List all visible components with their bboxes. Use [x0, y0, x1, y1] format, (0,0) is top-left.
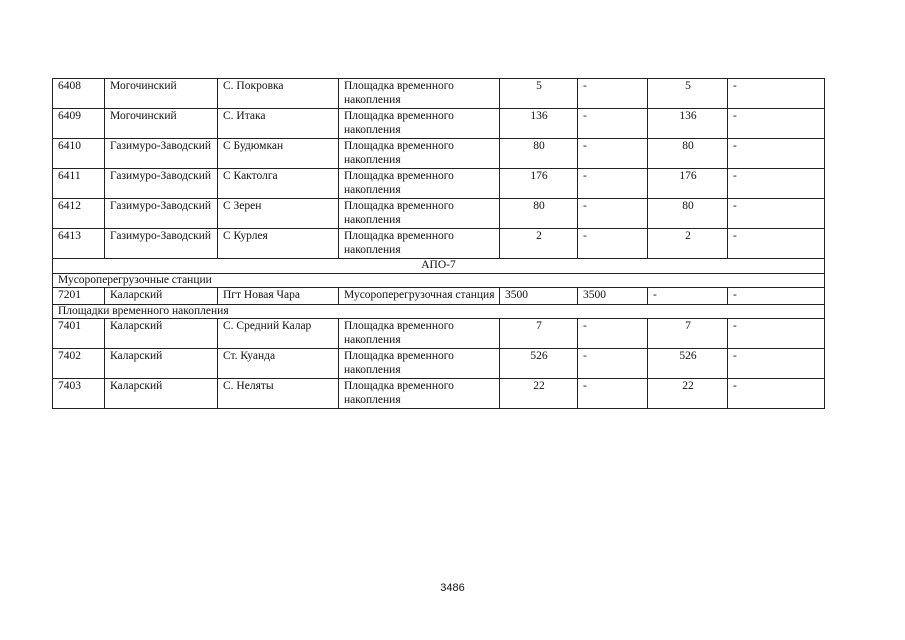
value-col6: - — [578, 109, 648, 139]
value-col8: - — [728, 199, 825, 229]
waste-facilities-table — [52, 78, 825, 409]
facility-code: 6411 — [53, 169, 105, 199]
value-col7: 176 — [648, 169, 728, 199]
settlement: Ст. Куанда — [218, 349, 339, 379]
district: Газимуро-Заводский — [105, 229, 218, 259]
value-col7: 5 — [648, 79, 728, 109]
subsection-row — [53, 273, 825, 288]
district: Газимуро-Заводский — [105, 199, 218, 229]
settlement: С Зерен — [218, 199, 339, 229]
facility-code: 6408 — [53, 79, 105, 109]
table-row — [53, 319, 825, 349]
value-col5: 80 — [500, 199, 578, 229]
subsection-title: Мусороперегрузочные станции — [53, 273, 825, 288]
value-col6: - — [578, 169, 648, 199]
value-col6: - — [578, 79, 648, 109]
district: Каларский — [105, 379, 218, 409]
value-col8: - — [728, 288, 825, 305]
facility-type: Мусороперегрузочная станция — [339, 288, 500, 305]
district: Каларский — [105, 319, 218, 349]
value-col8: - — [728, 319, 825, 349]
value-col7: 22 — [648, 379, 728, 409]
value-col8: - — [728, 109, 825, 139]
value-col5: 22 — [500, 379, 578, 409]
value-col5: 136 — [500, 109, 578, 139]
value-col5: 3500 — [500, 288, 578, 305]
value-col5: 80 — [500, 139, 578, 169]
table-row — [53, 79, 825, 109]
settlement: С. Покровка — [218, 79, 339, 109]
value-col6: - — [578, 139, 648, 169]
settlement: С. Средний Калар — [218, 319, 339, 349]
facility-type: Площадка временного накопления — [339, 199, 500, 229]
facility-code: 6412 — [53, 199, 105, 229]
table-row — [53, 379, 825, 409]
facility-type: Площадка временного накопления — [339, 169, 500, 199]
value-col8: - — [728, 349, 825, 379]
value-col7: 80 — [648, 199, 728, 229]
value-col5: 526 — [500, 349, 578, 379]
value-col7: 526 — [648, 349, 728, 379]
value-col6: - — [578, 349, 648, 379]
table-row — [53, 349, 825, 379]
district: Могочинский — [105, 79, 218, 109]
district: Газимуро-Заводский — [105, 169, 218, 199]
value-col8: - — [728, 79, 825, 109]
facility-code: 7401 — [53, 319, 105, 349]
value-col8: - — [728, 169, 825, 199]
table-row — [53, 169, 825, 199]
value-col6: - — [578, 229, 648, 259]
table-row — [53, 288, 825, 305]
facility-type: Площадка временного накопления — [339, 319, 500, 349]
value-col5: 5 — [500, 79, 578, 109]
facility-code: 6409 — [53, 109, 105, 139]
section-row — [53, 259, 825, 274]
table-row — [53, 139, 825, 169]
value-col8: - — [728, 229, 825, 259]
facility-type: Площадка временного накопления — [339, 379, 500, 409]
district: Могочинский — [105, 109, 218, 139]
section-title: АПО-7 — [53, 259, 825, 274]
value-col6: 3500 — [578, 288, 648, 305]
value-col8: - — [728, 139, 825, 169]
district: Каларский — [105, 349, 218, 379]
facility-code: 7402 — [53, 349, 105, 379]
district: Газимуро-Заводский — [105, 139, 218, 169]
value-col5: 7 — [500, 319, 578, 349]
settlement: С. Итака — [218, 109, 339, 139]
value-col7: 2 — [648, 229, 728, 259]
value-col7: 80 — [648, 139, 728, 169]
settlement: С Кактолга — [218, 169, 339, 199]
value-col7: 136 — [648, 109, 728, 139]
facility-code: 6413 — [53, 229, 105, 259]
settlement: С Курлея — [218, 229, 339, 259]
facility-type: Площадка временного накопления — [339, 79, 500, 109]
value-col6: - — [578, 199, 648, 229]
facility-type: Площадка временного накопления — [339, 109, 500, 139]
settlement: С Будюмкан — [218, 139, 339, 169]
page-number: 3486 — [440, 582, 465, 594]
settlement: С. Неляты — [218, 379, 339, 409]
value-col6: - — [578, 319, 648, 349]
facility-type: Площадка временного накопления — [339, 229, 500, 259]
value-col5: 2 — [500, 229, 578, 259]
facility-type: Площадка временного накопления — [339, 139, 500, 169]
value-col8: - — [728, 379, 825, 409]
facility-type: Площадка временного накопления — [339, 349, 500, 379]
value-col7: - — [648, 288, 728, 305]
subsection-title: Площадки временного накопления — [53, 304, 825, 319]
district: Каларский — [105, 288, 218, 305]
value-col7: 7 — [648, 319, 728, 349]
table-row — [53, 199, 825, 229]
table-row — [53, 109, 825, 139]
value-col5: 176 — [500, 169, 578, 199]
table-row — [53, 229, 825, 259]
facility-code: 6410 — [53, 139, 105, 169]
facility-code: 7403 — [53, 379, 105, 409]
facility-code: 7201 — [53, 288, 105, 305]
value-col6: - — [578, 379, 648, 409]
subsection-row — [53, 304, 825, 319]
settlement: Пгт Новая Чара — [218, 288, 339, 305]
